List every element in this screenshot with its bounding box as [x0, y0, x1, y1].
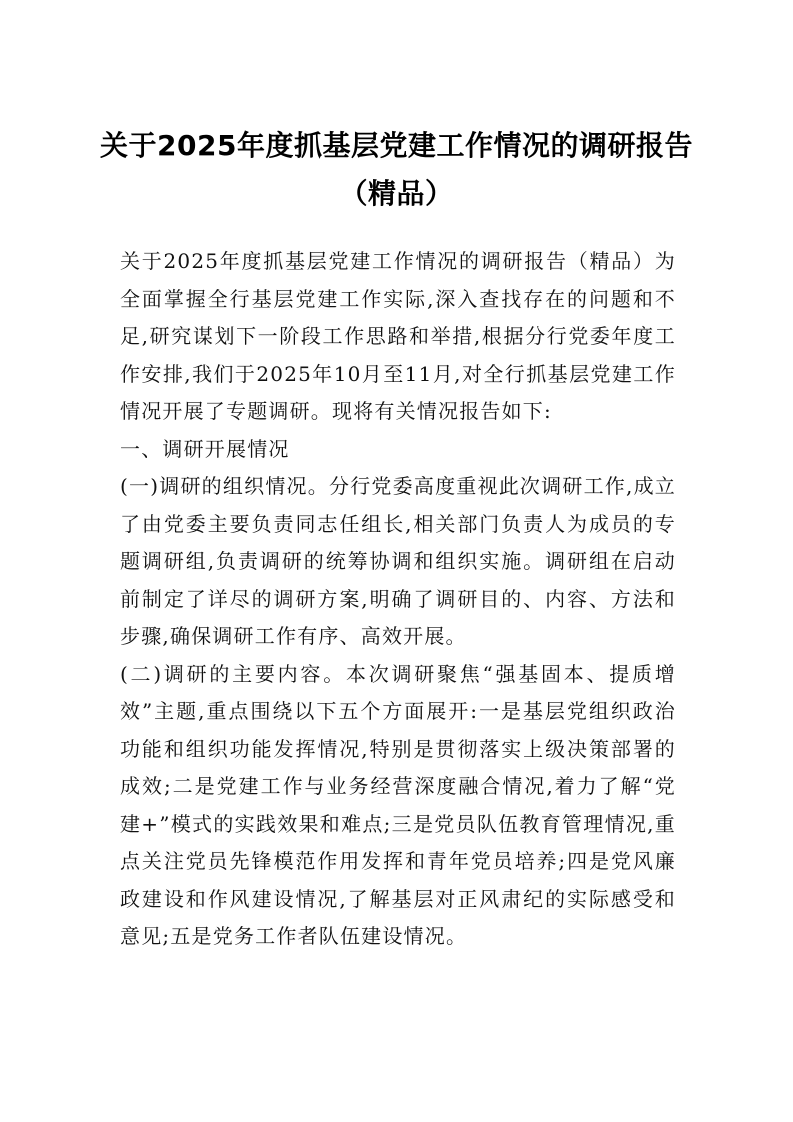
section-heading-1: 一、调研开展情况 — [120, 436, 290, 461]
paragraph-intro: 关于2025年度抓基层党建工作情况的调研报告（精品）为全面掌握全行基层党建工作实际,深入查找存在的问题和不足,研究谋划下一阶段工作思路和举措,根据分行党委年度工作安排,我们于2025年10月至11月,对全行抓基层党建工作情况开展了专题调研。现将有关情况报告如下: — [120, 249, 676, 423]
document-title: 关于2025年度抓基层党建工作情况的调研报告（精品） — [100, 129, 693, 210]
paragraph-main-content: (二)调研的主要内容。本次调研聚焦“强基固本、提质增效”主题,重点围绕以下五个方面展开:一是基层党组织政治功能和组织功能发挥情况,特别是贯彻落实上级决策部署的成效;二是党建工作与业务经营深度融合情况,着力了解“党建+”模式的实践效果和难点;三是党员队伍教育管理情况,重点关注党员先锋模范作用发挥和青年党员培养;四是党风廉政建设和作风建设情况,了解基层对正风肃纪的实际感受和意见;五是党务工作者队伍建设情况。 — [120, 661, 676, 948]
paragraph-organization: (一)调研的组织情况。分行党委高度重视此次调研工作,成立了由党委主要负责同志任组长,相关部门负责人为成员的专题调研组,负责调研的统筹协调和组织实施。调研组在启动前制定了详尽的调研方案,明确了调研目的、内容、方法和步骤,确保调研工作有序、高效开展。 — [120, 474, 676, 648]
document-body — [120, 243, 676, 956]
